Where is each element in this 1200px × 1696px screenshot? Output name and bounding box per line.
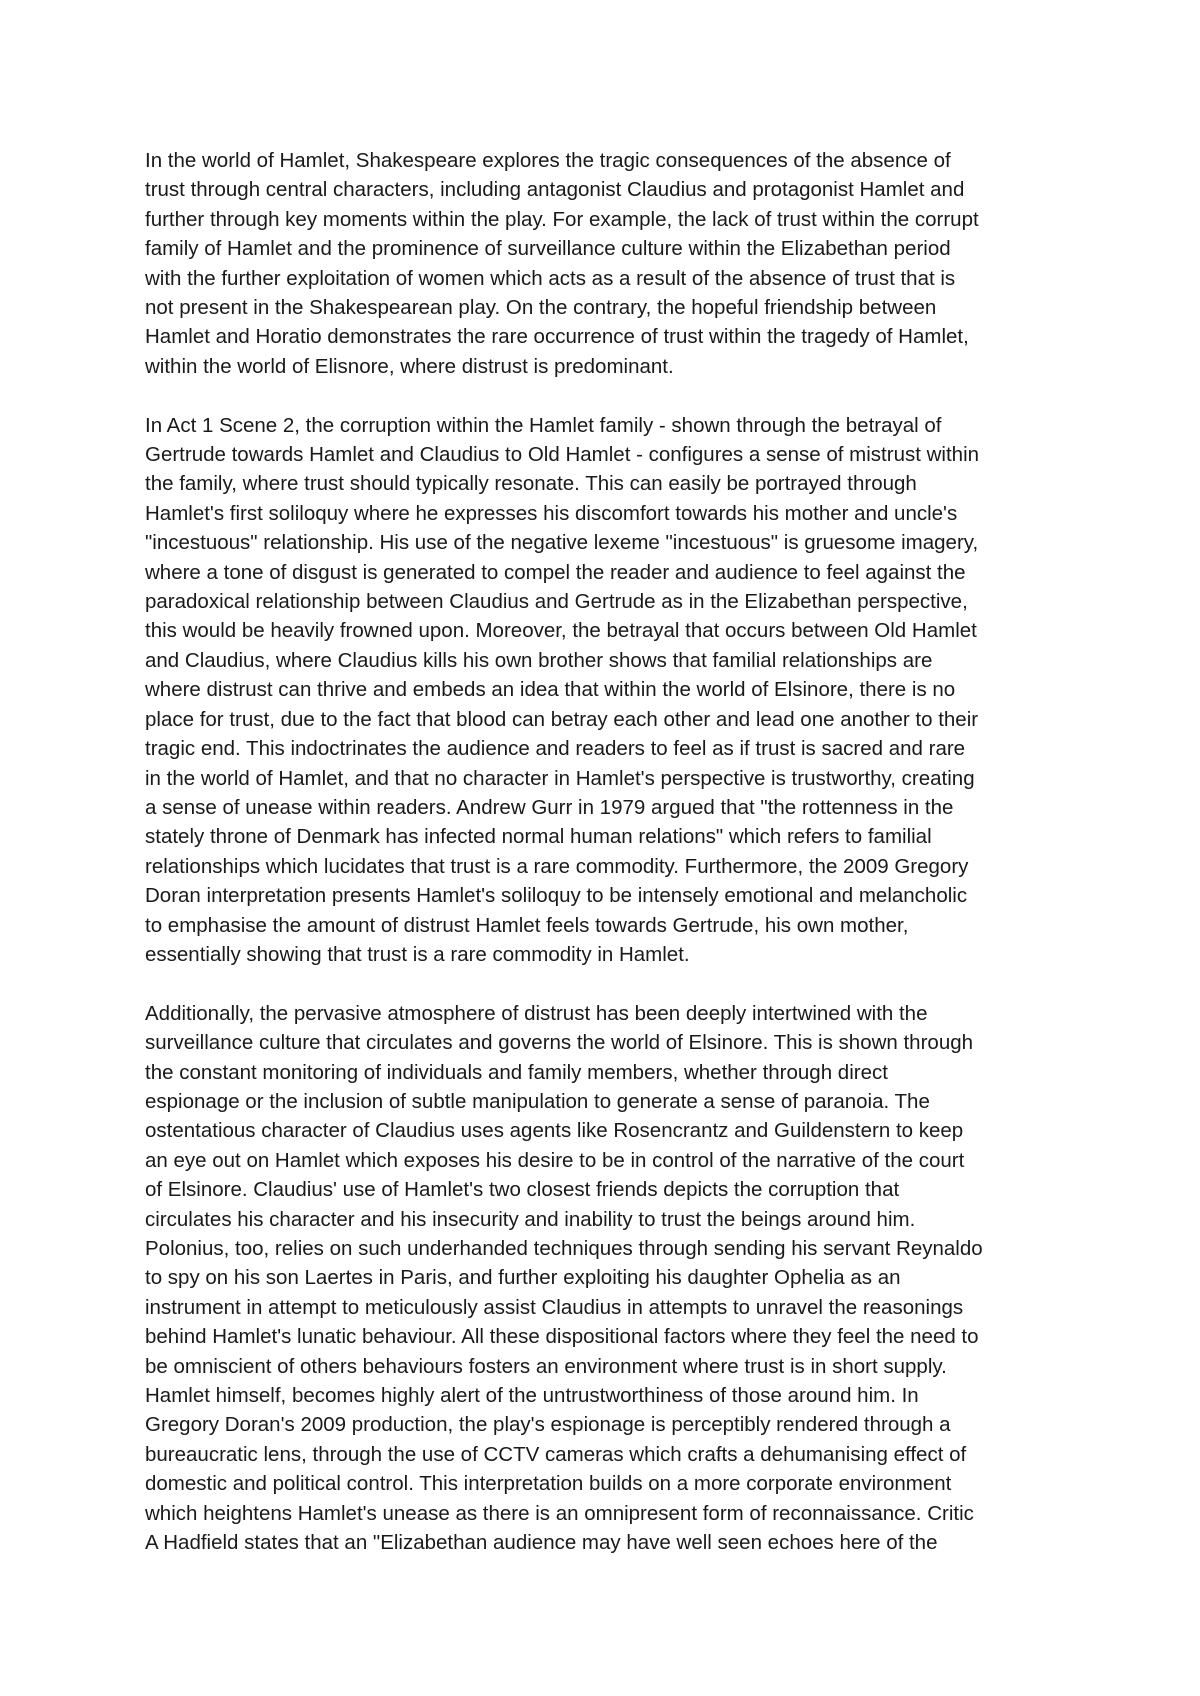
paragraph-1 xyxy=(145,146,1065,381)
text-line: an eye out on Hamlet which exposes his desire to be in control of the narrative of the court xyxy=(145,1148,965,1172)
text-line: this would be heavily frowned upon. Moreover, the betrayal that occurs between Old Hamlet xyxy=(145,619,977,643)
text-line: Hamlet himself, becomes highly alert of the untrustworthiness of those around him. In xyxy=(145,1384,919,1408)
text-line: to emphasise the amount of distrust Hamlet feels towards Gertrude, his own mother, xyxy=(145,913,909,937)
text-line: the family, where trust should typically resonate. This can easily be portrayed through xyxy=(145,472,917,496)
text-line: trust through central characters, including antagonist Claudius and protagonist Hamlet and xyxy=(145,178,965,202)
text-line: Gertrude towards Hamlet and Claudius to Old Hamlet - configures a sense of mistrust within xyxy=(145,443,980,467)
text-line: where a tone of disgust is generated to compel the reader and audience to feel against the xyxy=(145,560,966,584)
text-line: Doran interpretation presents Hamlet's soliloquy to be intensely emotional and melancholic xyxy=(145,884,968,908)
text-line: Hamlet and Horatio demonstrates the rare occurrence of trust within the tragedy of Hamlet, xyxy=(145,325,969,349)
text-line: espionage or the inclusion of subtle manipulation to generate a sense of paranoia. The xyxy=(145,1089,930,1113)
text-line: essentially showing that trust is a rare commodity in Hamlet. xyxy=(145,942,690,966)
text-line: relationships which lucidates that trust is a rare commodity. Furthermore, the 2009 Gregory xyxy=(145,854,969,878)
text-line: to spy on his son Laertes in Paris, and further exploiting his daughter Ophelia as an xyxy=(145,1266,901,1290)
text-line: place for trust, due to the fact that blood can betray each other and lead one another to their xyxy=(145,707,979,731)
text-line: In the world of Hamlet, Shakespeare explores the tragic consequences of the absence of xyxy=(145,149,951,172)
document-body xyxy=(145,146,1065,1587)
text-line: Hamlet's first soliloquy where he expresses his discomfort towards his mother and uncle's xyxy=(145,501,958,525)
text-line: A Hadfield states that an "Elizabethan audience may have well seen echoes here of the xyxy=(145,1531,938,1555)
text-line: domestic and political control. This interpretation builds on a more corporate environment xyxy=(145,1472,952,1496)
text-line: bureaucratic lens, through the use of CCTV cameras which crafts a dehumanising effect of xyxy=(145,1442,967,1466)
text-line: paradoxical relationship between Claudius and Gertrude as in the Elizabethan perspective, xyxy=(145,590,968,614)
text-line: circulates his character and his insecurity and inability to trust the beings around him. xyxy=(145,1207,916,1231)
text-line: within the world of Elisnore, where distrust is predominant. xyxy=(145,354,674,378)
paragraph-3 xyxy=(145,999,1065,1558)
text-line: a sense of unease within readers. Andrew Gurr in 1979 argued that "the rottenness in the xyxy=(145,795,954,819)
text-line: family of Hamlet and the prominence of surveillance culture within the Elizabethan period xyxy=(145,237,951,261)
text-line: ostentatious character of Claudius uses agents like Rosencrantz and Guildenstern to keep xyxy=(145,1119,964,1143)
text-line: where distrust can thrive and embeds an idea that within the world of Elsinore, there is no xyxy=(145,678,956,702)
text-line: In Act 1 Scene 2, the corruption within the Hamlet family - shown through the betrayal of xyxy=(145,413,942,437)
text-line: be omniscient of others behaviours fosters an environment where trust is in short supply. xyxy=(145,1354,947,1378)
text-line: behind Hamlet's lunatic behaviour. All these dispositional factors where they feel the need to xyxy=(145,1325,979,1349)
text-line: and Claudius, where Claudius kills his own brother shows that familial relationships are xyxy=(145,648,933,672)
text-line: which heightens Hamlet's unease as there is an omnipresent form of reconnaissance. Critic xyxy=(145,1501,974,1525)
text-line: Polonius, too, relies on such underhanded techniques through sending his servant Reynaldo xyxy=(145,1237,983,1260)
paragraph-2 xyxy=(145,411,1065,970)
text-line: the constant monitoring of individuals and family members, whether through direct xyxy=(145,1060,888,1084)
text-line: Additionally, the pervasive atmosphere of distrust has been deeply intertwined with the xyxy=(145,1001,928,1025)
text-line: instrument in attempt to meticulously assist Claudius in attempts to unravel the reasonings xyxy=(145,1295,964,1319)
text-line: surveillance culture that circulates and governs the world of Elsinore. This is shown through xyxy=(145,1031,974,1055)
text-line: with the further exploitation of women which acts as a result of the absence of trust that is xyxy=(145,266,956,290)
text-line: further through key moments within the play. For example, the lack of trust within the corrupt xyxy=(145,207,979,231)
text-line: stately throne of Denmark has infected normal human relations" which refers to familial xyxy=(145,825,932,849)
text-line: tragic end. This indoctrinates the audience and readers to feel as if trust is sacred and rare xyxy=(145,737,966,761)
text-line: Gregory Doran's 2009 production, the play's espionage is perceptibly rendered through a xyxy=(145,1413,951,1437)
text-line: not present in the Shakespearean play. On the contrary, the hopeful friendship between xyxy=(145,296,937,320)
text-line: "incestuous" relationship. His use of the negative lexeme "incestuous" is gruesome imagery, xyxy=(145,531,979,555)
text-line: in the world of Hamlet, and that no character in Hamlet's perspective is trustworthy, creating xyxy=(145,766,975,790)
text-line: of Elsinore. Claudius' use of Hamlet's two closest friends depicts the corruption that xyxy=(145,1178,900,1202)
